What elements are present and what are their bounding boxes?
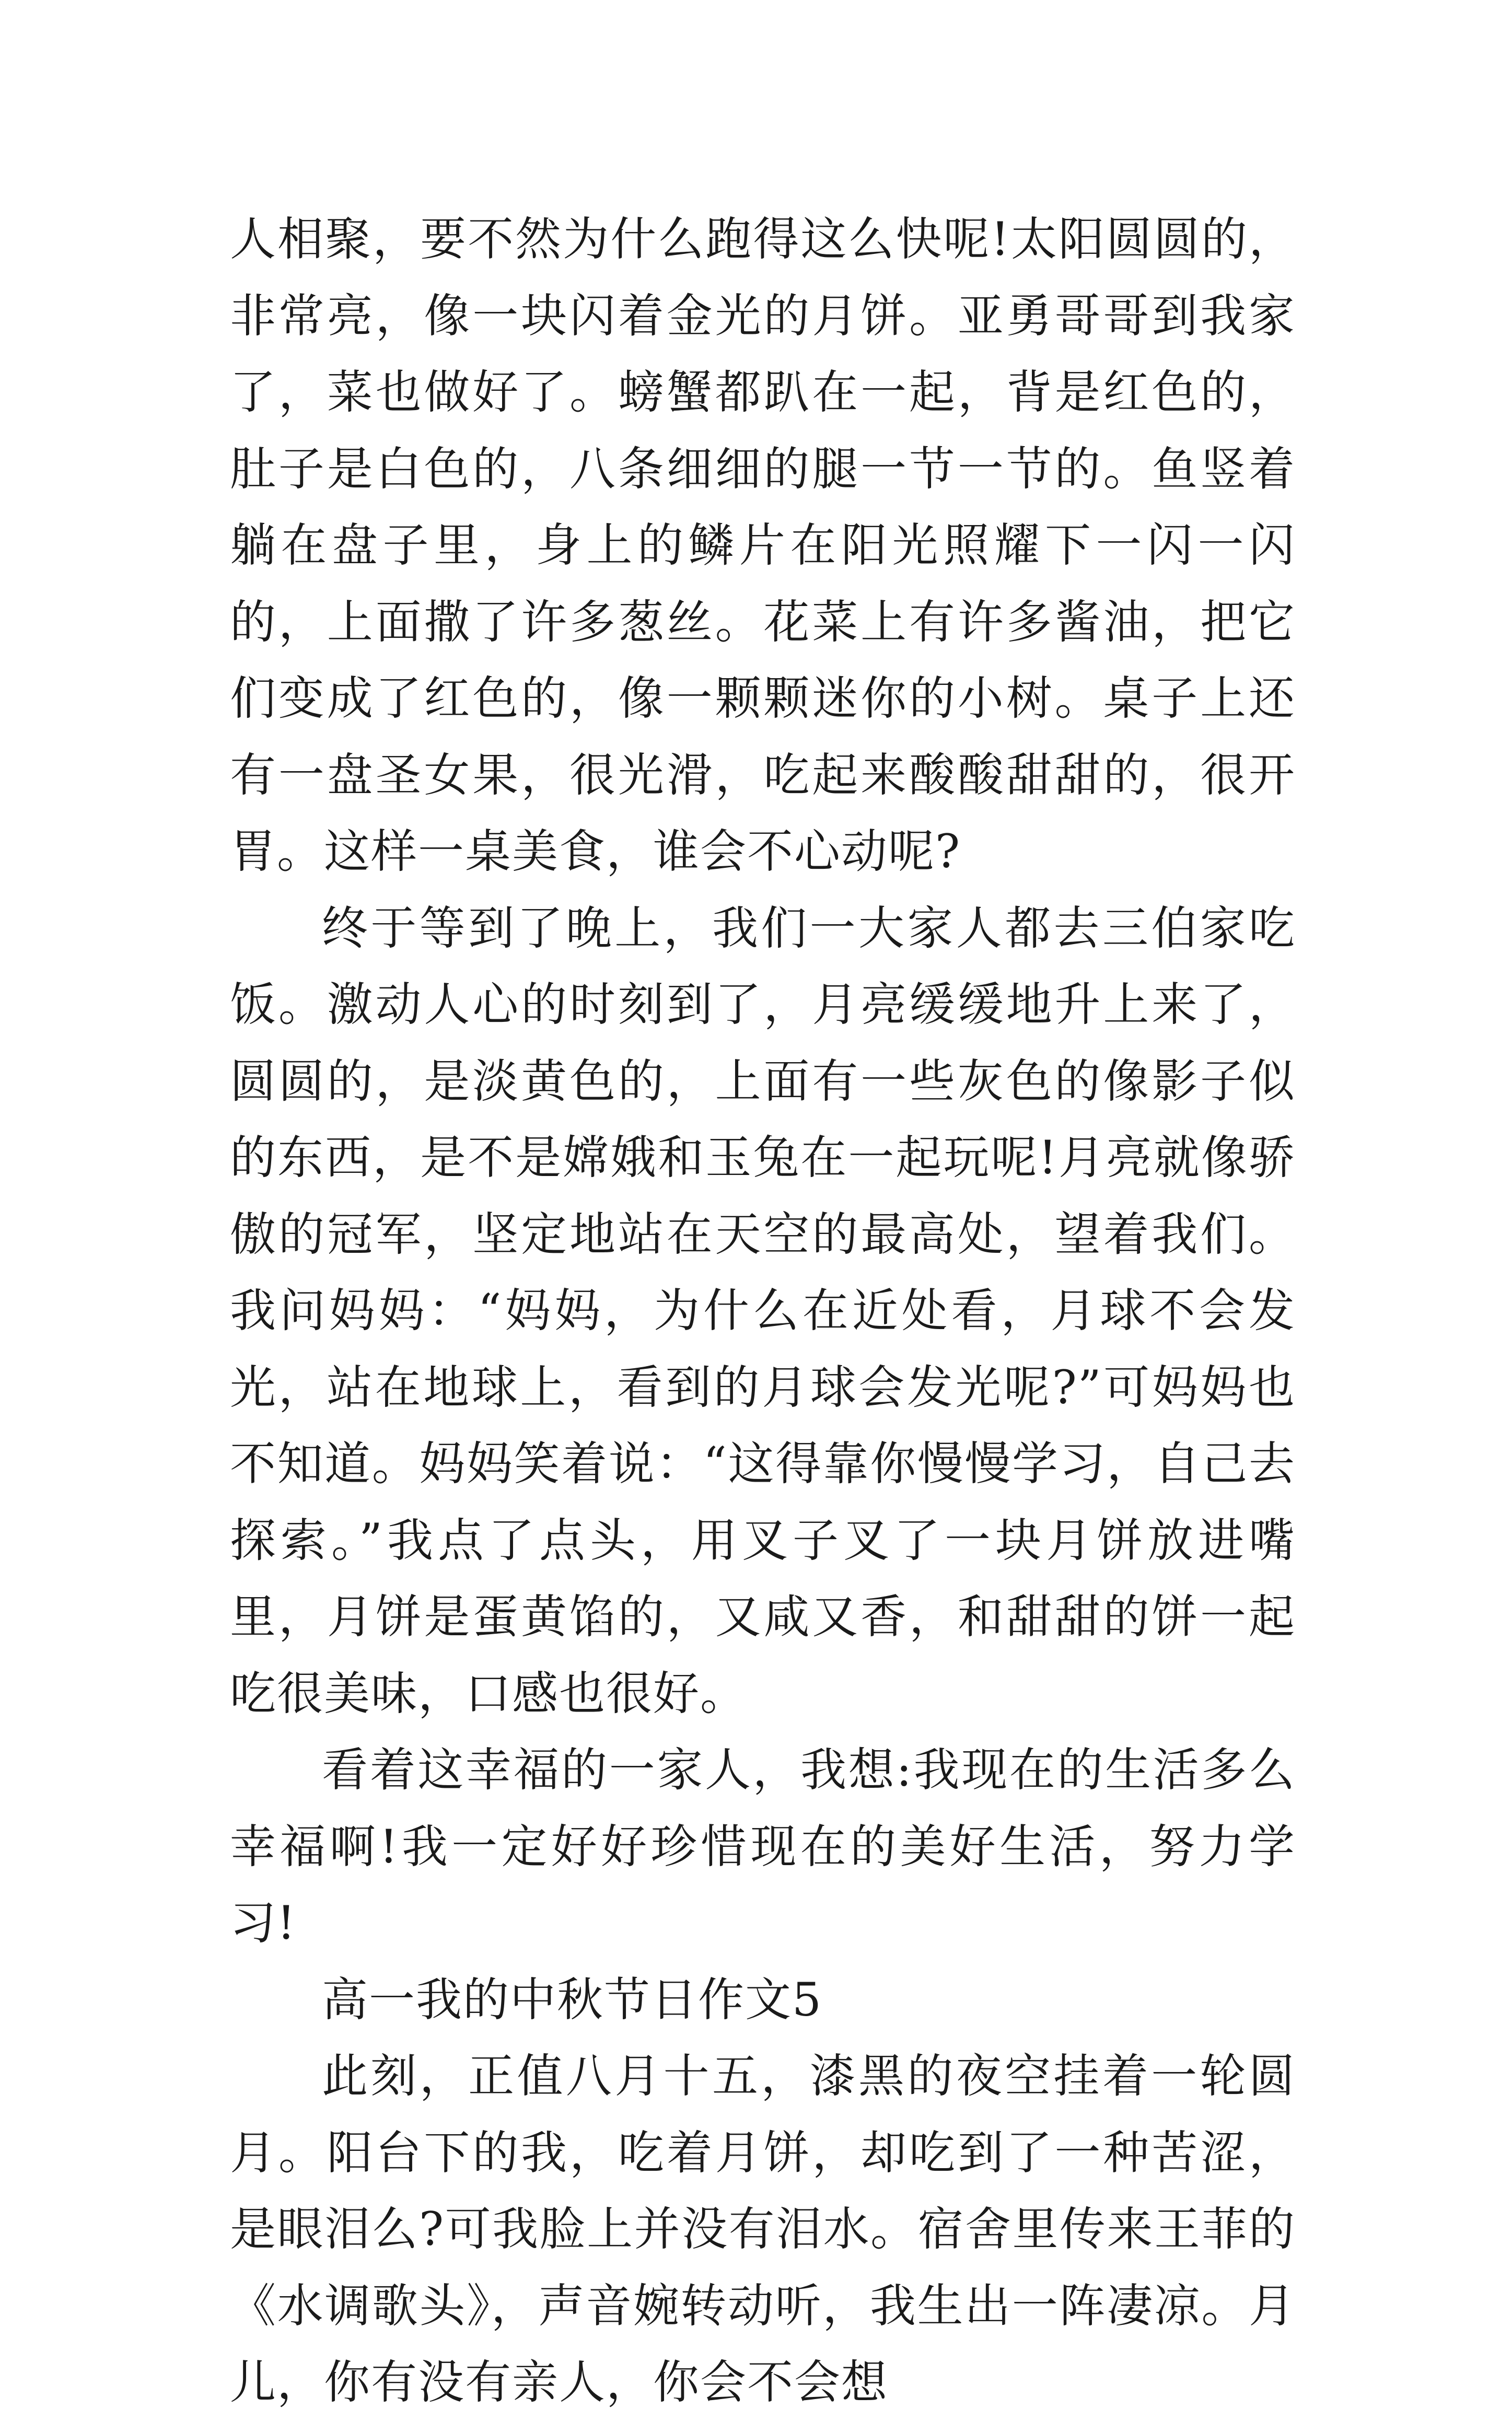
paragraph-continuation: 人相聚，要不然为什么跑得这么快呢!太阳圆圆的，非常亮，像一块闪着金光的月饼。亚勇哥哥到我家了，菜也做好了。螃蟹都趴在一起，背是红色的，肚子是白色的，八条细细的腿一节一节的。鱼竖着躺在盘子里，身上的鳞片在阳光照耀下一闪一闪的，上面撒了许多葱丝。花菜上有许多酱油，把它们变成了红色的，像一颗颗迷你的小树。桌子上还有一盘圣女果，很光滑，吃起来酸酸甜甜的，很开胃。这样一桌美食，谁会不心动呢? [230,212,1296,878]
paragraph-essay-5-opening: 此刻，正值八月十五，漆黑的夜空挂着一轮圆月。阳台下的我，吃着月饼，却吃到了一种苦涩，是眼泪么?可我脸上并没有泪水。宿舍里传来王菲的《水调歌头》，声音婉转动听，我生出一阵凄凉。月儿，你有没有亲人，你会不会想 [230,2049,1296,2409]
document-body [230,201,1296,2421]
section-title: 高一我的中秋节日作文5 [322,1972,822,2027]
paragraph-evening: 终于等到了晚上，我们一大家人都去三伯家吃饭。激动人心的时刻到了，月亮缓缓地升上来了，圆圆的，是淡黄色的，上面有一些灰色的像影子似的东西，是不是嫦娥和玉兔在一起玩呢!月亮就像骄傲的冠军，坚定地站在天空的最高处，望着我们。我问妈妈：“妈妈，为什么在近处看，月球不会发光，站在地球上，看到的月球会发光呢?”可妈妈也不知道。妈妈笑着说：“这得靠你慢慢学习，自己去探索。”我点了点头，用叉子叉了一块月饼放进嘴里，月饼是蛋黄馅的，又咸又香，和甜甜的饼一起吃很美味，口感也很好。 [230,901,1296,1720]
paragraph-conclusion: 看着这幸福的一家人，我想:我现在的生活多么幸福啊!我一定好好珍惜现在的美好生活，努力学习! [230,1743,1296,1950]
